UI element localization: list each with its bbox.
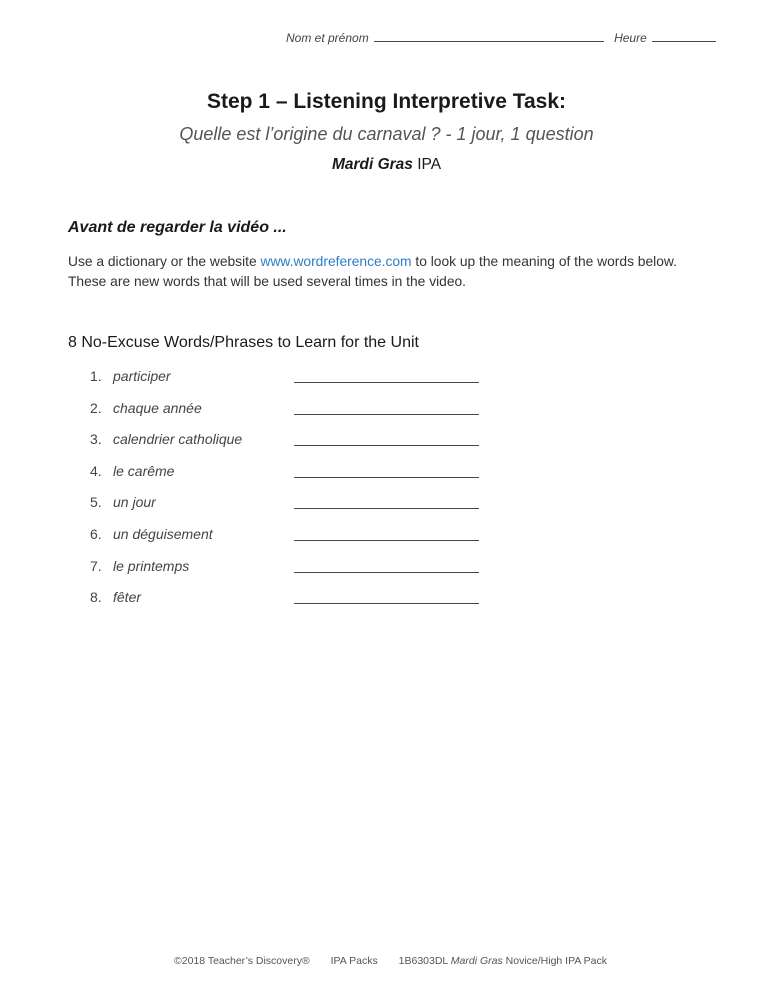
hour-blank-line[interactable]	[652, 31, 716, 42]
item-number: 1.	[90, 368, 102, 384]
list-item	[90, 461, 490, 493]
ipa-italic: Mardi Gras	[331, 156, 413, 173]
section-heading: Avant de regarder la vidéo ...	[68, 219, 287, 236]
item-number: 2.	[90, 399, 102, 416]
hour-label: Heure	[614, 31, 647, 45]
vocab-list	[90, 366, 490, 619]
list-item	[90, 587, 490, 619]
footer-code-rest: Novice/High IPA Pack	[502, 955, 608, 967]
vocab-word: participer	[113, 368, 171, 384]
answer-blank[interactable]	[294, 445, 479, 446]
instructions-before: Use a dictionary or the website	[68, 254, 261, 269]
list-item	[90, 366, 490, 398]
item-number: 7.	[90, 557, 102, 574]
answer-blank[interactable]	[294, 382, 479, 383]
vocab-word: le carême	[113, 462, 175, 479]
page-subtitle: Quelle est l’origine du carnaval ? - 1 jour, 1 question	[179, 124, 594, 144]
name-blank-line[interactable]	[374, 31, 604, 42]
answer-blank[interactable]	[294, 414, 479, 415]
list-item	[90, 429, 490, 461]
title-block	[0, 88, 773, 175]
page-title: Step 1 – Listening Interpretive Task:	[206, 90, 567, 113]
answer-blank[interactable]	[294, 477, 479, 478]
wordreference-link[interactable]: www.wordreference.com	[260, 254, 412, 269]
footer-pack: IPA Packs	[330, 955, 378, 967]
vocab-word: fêter	[113, 589, 142, 606]
answer-blank[interactable]	[294, 540, 479, 541]
answer-blank[interactable]	[294, 508, 479, 509]
list-item	[90, 524, 490, 556]
list-item	[90, 398, 490, 430]
list-item	[90, 492, 490, 524]
answer-blank[interactable]	[294, 603, 479, 604]
ipa-rest: IPA	[412, 156, 442, 173]
vocab-word: un jour	[113, 494, 156, 511]
name-hour-header	[286, 31, 716, 45]
answer-blank[interactable]	[294, 572, 479, 573]
item-number: 3.	[90, 431, 102, 448]
footer-code: 1B6303DL	[398, 955, 451, 967]
list-item	[90, 556, 490, 588]
instructions	[68, 252, 708, 292]
footer-copyright: ©2018 Teacher’s Discovery®	[174, 955, 310, 967]
item-number: 6.	[90, 525, 102, 542]
page-footer	[174, 955, 607, 967]
footer-code-italic: Mardi Gras	[450, 955, 503, 967]
item-number: 4.	[90, 462, 102, 479]
name-label: Nom et prénom	[286, 31, 369, 45]
instructions-after: to look up the meaning of the words below. These are new words that will be used several times in the video.	[68, 254, 677, 289]
vocab-word: un déguisement	[113, 525, 213, 542]
vocab-heading: 8 No-Excuse Words/Phrases to Learn for the Unit	[68, 334, 419, 351]
item-number: 5.	[90, 494, 102, 511]
vocab-word: chaque année	[113, 399, 202, 416]
ipa-line	[0, 155, 773, 175]
item-number: 8.	[90, 589, 102, 606]
vocab-word: calendrier catholique	[113, 431, 243, 448]
vocab-word: le printemps	[113, 557, 190, 574]
